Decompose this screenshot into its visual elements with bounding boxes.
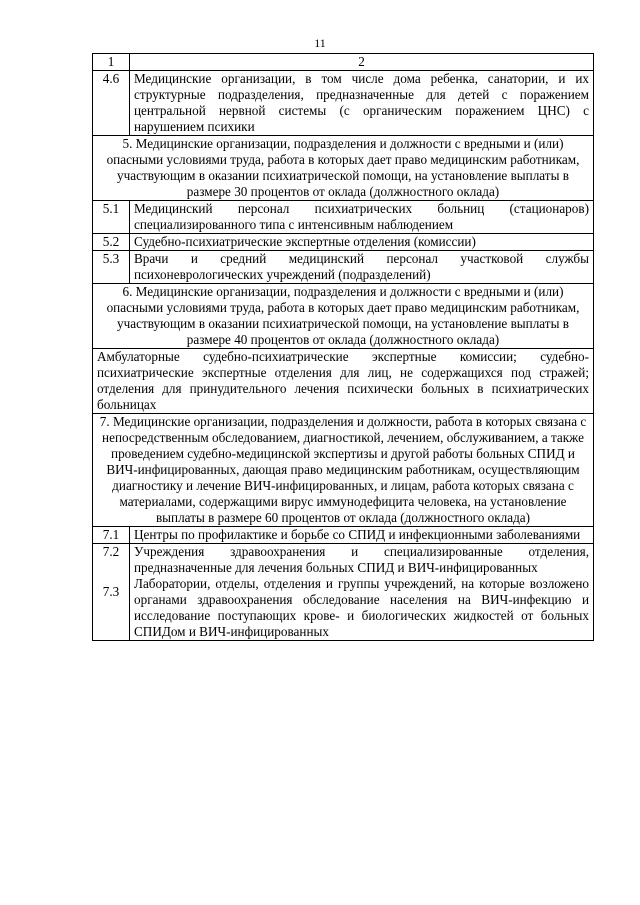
spacer [97, 572, 125, 584]
table-row [93, 234, 594, 251]
section-heading-row [93, 136, 594, 201]
row-text: Лаборатории, отделы, отделения и группы учреждений, на которые возложено органами здравоохранения обследование населения на ВИЧ-инфекцию и исследование поступающих крове- и биологических жидкостей от больных СПИДом и ВИЧ-инфицированных [134, 576, 589, 639]
row-number: 7.3 [102, 584, 120, 599]
table-row [93, 251, 594, 284]
row-text: Учреждения здравоохранения и специализированные отделения, предназначенные для лечения больных СПИД и ВИЧ-инфицированных [134, 544, 589, 575]
row-number: 7.1 [93, 527, 130, 544]
table-row [93, 527, 594, 544]
table-row [93, 71, 594, 136]
row-number: 5.2 [93, 234, 130, 251]
row-text: Врачи и средний медицинский персонал участковой службы психоневрологических учреждений (подразделений) [130, 251, 594, 284]
row-number: 7.2 [102, 544, 120, 559]
spacer [97, 560, 125, 572]
header-col-1: 1 [93, 54, 130, 71]
page-number: 11 [314, 36, 326, 50]
table-row [93, 201, 594, 234]
section-6-body: Амбулаторные судебно-психиатрические экспертные комиссии; судебно-психиатрические экспертные отделения для лиц, не содержащихся под стражей; отделения для принудительного лечения психически больных в психиатрических больницах [93, 349, 594, 414]
row-text: Судебно-психиатрические экспертные отделения (комиссии) [130, 234, 594, 251]
row-text: Центры по профилактике и борьбе со СПИД и инфекционными заболеваниями [130, 527, 594, 544]
row-text: Медицинский персонал психиатрических больниц (стационаров) специализированного типа с интенсивным наблюдением [130, 201, 594, 234]
row-numbers-7-2-7-3 [93, 544, 130, 641]
row-number: 5.3 [93, 251, 130, 284]
table-header-row [93, 54, 594, 71]
section-heading-row [93, 284, 594, 349]
row-number: 4.6 [93, 71, 130, 136]
section-6-heading: 6. Медицинские организации, подразделения и должности с вредными и (или) опасными условиями труда, работа в которых дает право медицинским работникам, участвующим в оказании психиатрической помощи, на установление выплаты в размере 40 процентов от оклада (должностного оклада) [93, 284, 594, 349]
table-row [93, 544, 594, 641]
row-number: 5.1 [93, 201, 130, 234]
row-text: Медицинские организации, в том числе дома ребенка, санатории, и их структурные подразделения, предназначенные для детей с поражением центральной нервной системы (с органическим поражением ЦНС) с нарушением психики [130, 71, 594, 136]
section-7-heading: 7. Медицинские организации, подразделения и должности, работа в которых связана с непосредственным обследованием, диагностикой, лечением, обслуживанием, а также проведением судебно-медицинской экспертизы и другой работы больных СПИД и ВИЧ-инфицированных, дающая право медицинским работникам, осуществляющим диагностику и лечение ВИЧ-инфицированных, и лицам, работа которых связана с материалами, содержащими вирус иммунодефицита человека, на установление выплаты в размере 60 процентов от оклада (должностного оклада) [93, 414, 594, 527]
header-col-2: 2 [130, 54, 594, 71]
section-heading-row [93, 414, 594, 527]
document-table [92, 53, 594, 641]
section-body-row [93, 349, 594, 414]
section-5-heading: 5. Медицинские организации, подразделения и должности с вредными и (или) опасными условиями труда, работа в которых дает право медицинским работникам, участвующим в оказании психиатрической помощи, на установление выплаты в размере 30 процентов от оклада (должностного оклада) [93, 136, 594, 201]
row-texts-7-2-7-3 [130, 544, 594, 641]
